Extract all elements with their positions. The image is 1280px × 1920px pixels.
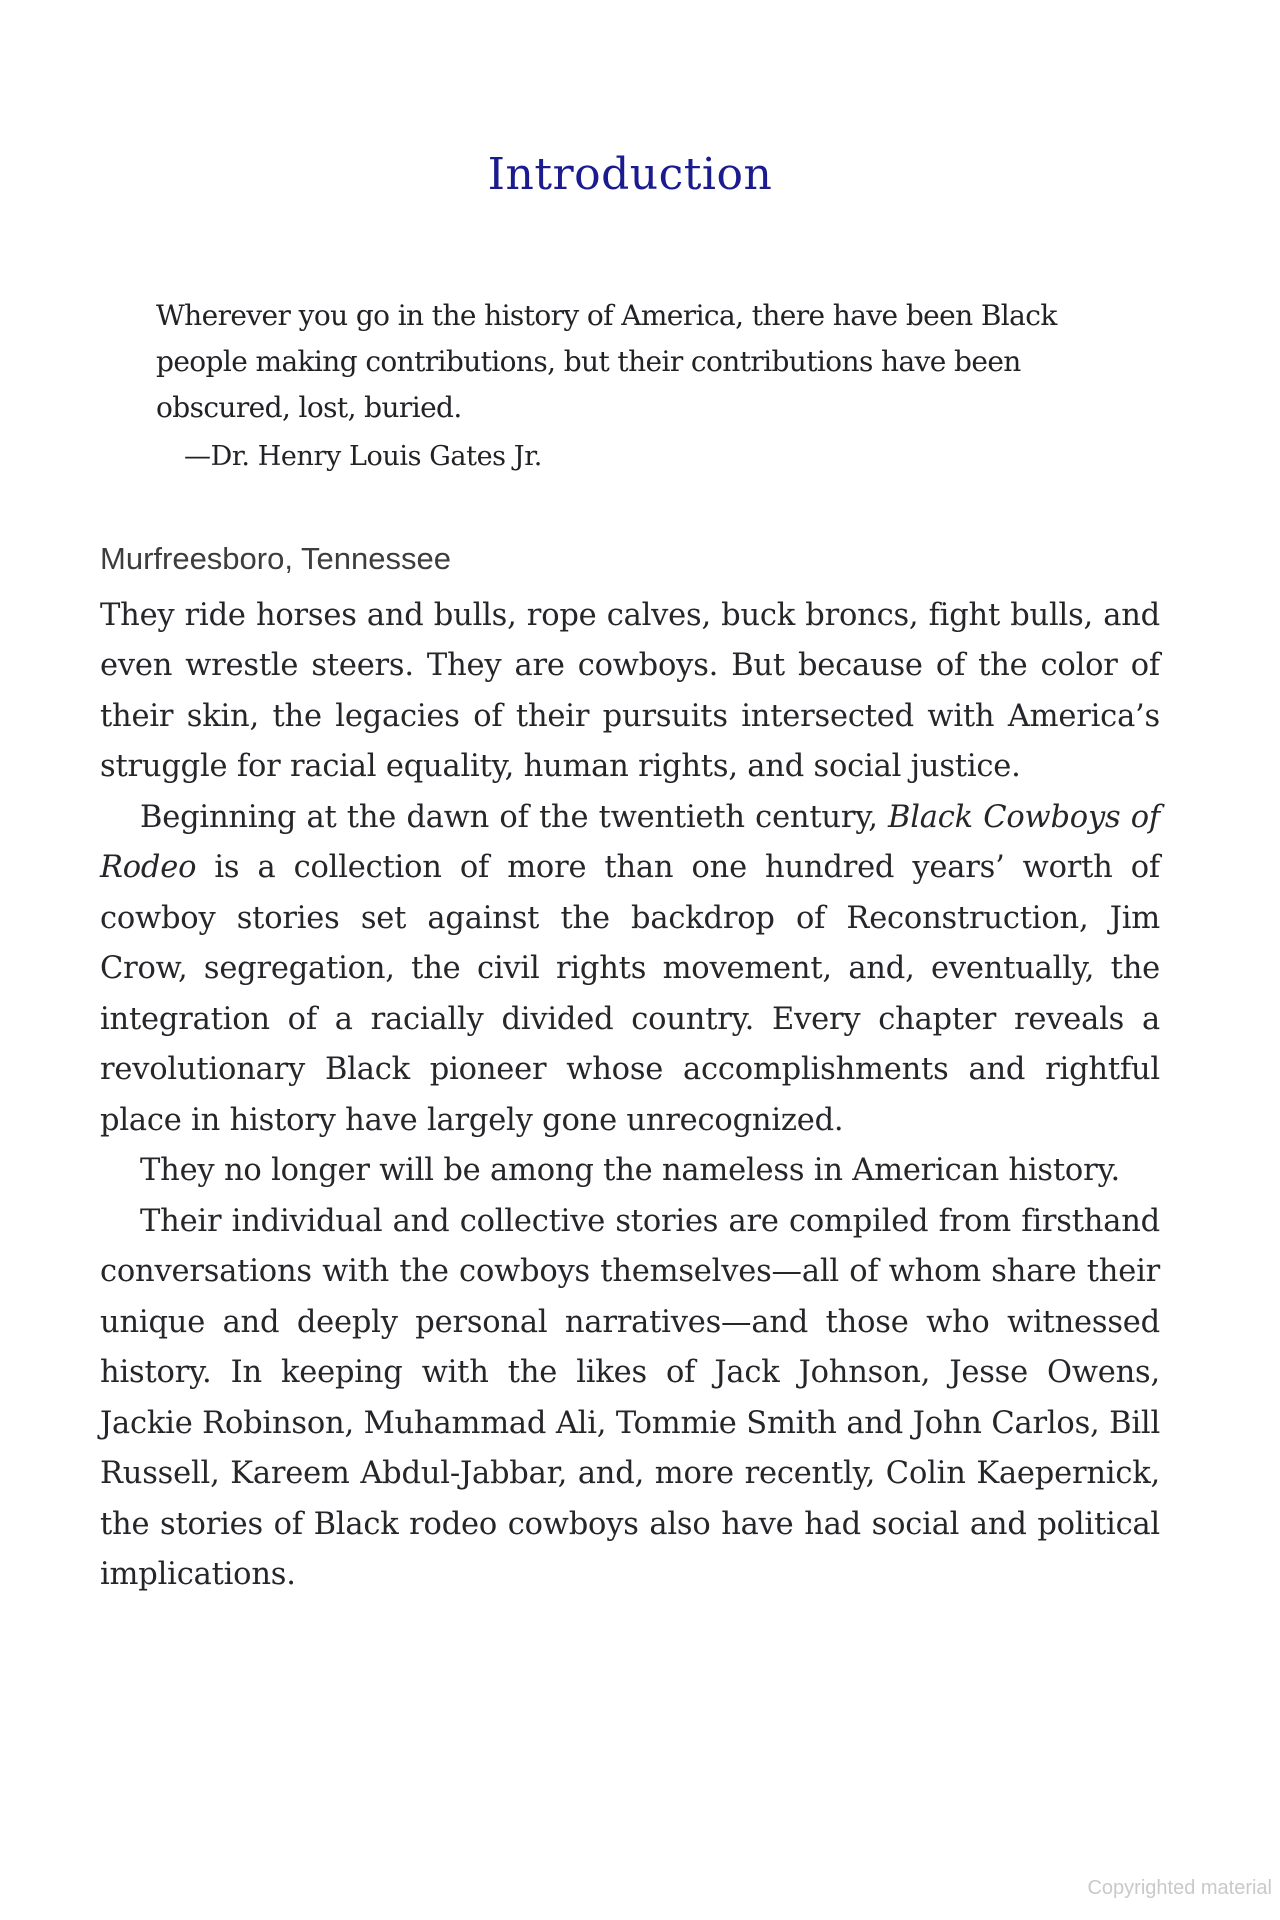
section-heading: Murfreesboro, Tennessee [100,540,451,576]
paragraph-2-text-a: Beginning at the dawn of the twentieth century, [140,799,889,835]
paragraph-1 [100,591,1160,793]
paragraph-1-text: They ride horses and bulls, rope calves, buck broncs, fight bulls, and even wrestle steers. They are cowboys. But because of the color of their skin, the legacies of their pursuits intersected with America’s struggle for racial equality, human rights, and social justice. [100,597,1160,785]
paragraph-2-book-title: Black Cowboys of Rodeo [100,799,1160,886]
copyright-watermark: Copyrighted material [1087,1877,1272,1899]
epigraph-attribution: —Dr. Henry Louis Gates Jr. [184,440,542,472]
paragraph-4-text: Their individual and collective stories are compiled from firsthand conversations with the cowboys themselves—all of whom share their unique and deeply personal narratives—and those who witnessed history. In keeping with the likes of Jack Johnson, Jesse Owens, Jackie Robinson, Muhammad Ali, Tommie Smith and John Carlos, Bill Russell, Kareem Abdul-Jabbar, and, more recently, Colin Kaepernick, the stories of Black rodeo cowboys also have had social and political implications. [100,1203,1160,1593]
paragraph-2 [100,793,1160,1147]
chapter-title: Introduction [487,149,773,200]
paragraph-3 [100,1146,1160,1197]
epigraph-quote: Wherever you go in the history of America, there have been Black people making contributions, but their contributions have been obscured, lost, buried. [156,298,1057,424]
paragraph-4 [100,1197,1160,1601]
paragraph-2-text-b: is a collection of more than one hundred years’ worth of cowboy stories set against the backdrop of Reconstruction, Jim Crow, segregation, the civil rights movement, and, eventually, the integration of a racially divided country. Every chapter reveals a revolutionary Black pioneer whose accomplishments and rightful place in history have largely gone unrecognized. [100,850,1160,1138]
paragraph-3-text: They no longer will be among the nameless in American history. [140,1153,1120,1189]
page-content [0,150,1280,1601]
